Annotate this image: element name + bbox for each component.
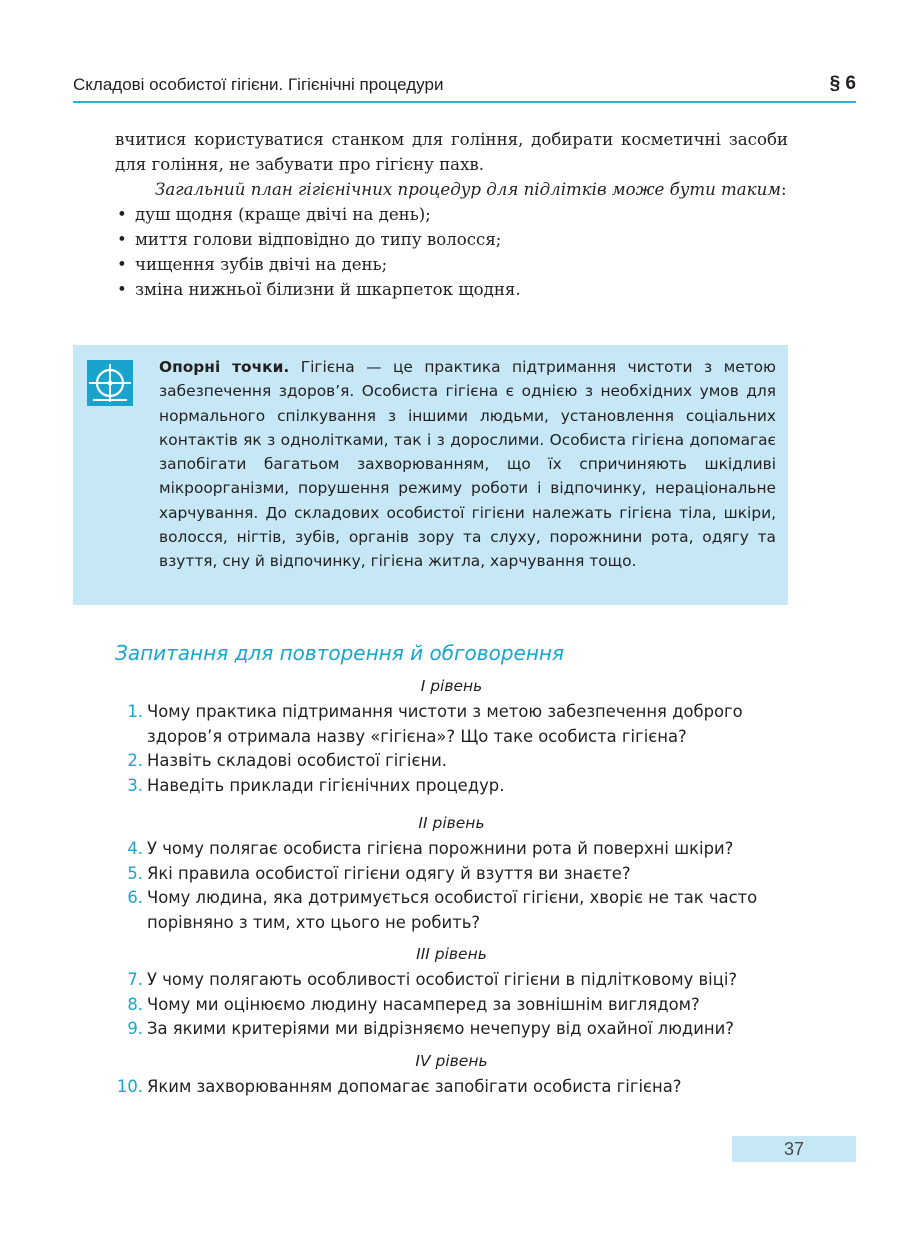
- question-text: Чому ми оцінюємо людину насамперед за зовнішнім виглядом?: [147, 994, 700, 1014]
- key-points-body: Гігієна — це практика підтримання чистоти з метою забезпечення здоров’я. Особиста гігієна є однією з необхідних умов для нормального спілкування з іншими людьми, установлення соціальних контактів як з однолітками, так і з дорослими. Особиста гігієна допомагає запобігати багатьом захворюванням, що їх спричиняють шкідливі мікроорганізми, порушення режиму роботи і відпочинку, нераціональне харчування. До складових особистої гігієни належать гігієна тіла, шкіри, волосся, нігтів, зубів, органів зору та слуху, порожнини рота, одягу та взуття, сну й відпочинку, гігієна житла, харчування тощо.: [159, 358, 776, 571]
- hygiene-plan-list: [115, 202, 788, 302]
- question-text: Які правила особистої гігієни одягу й взуття ви знаєте?: [147, 863, 631, 883]
- question-text: Чому практика підтримання чистоти з метою забезпечення доброго здоров’я отримала назву «гігієна»? Що таке особиста гігієна?: [147, 702, 743, 746]
- page-number: 37: [732, 1136, 856, 1162]
- question-item: [115, 749, 788, 774]
- key-points-label: Опорні точки.: [159, 358, 290, 376]
- level-heading: IV рівень: [415, 1052, 488, 1070]
- question-list-level-4: [115, 1075, 788, 1100]
- question-item: [115, 700, 788, 749]
- question-number: 5.: [127, 863, 143, 883]
- question-number: 9.: [127, 1019, 143, 1038]
- question-number: 4.: [127, 839, 143, 858]
- intro-paragraph: вчитися користуватися станком для гоління, добирати косметичні засоби для гоління, не забувати про гігієну пахв.: [115, 130, 788, 174]
- question-number: 2.: [127, 751, 143, 770]
- plan-lead-in: [115, 177, 788, 202]
- level-heading: I рівень: [420, 677, 483, 695]
- question-item: [115, 1017, 788, 1042]
- question-text: Чому людина, яка дотримується особистої гігієни, хворіє не так часто порівняно з тим, хто цього не робить?: [147, 888, 758, 932]
- key-points-text: [159, 355, 776, 574]
- question-item: [115, 993, 788, 1018]
- question-number: 10.: [116, 1077, 143, 1096]
- question-item: [115, 862, 788, 887]
- list-item: • миття голови відповідно до типу волосся;: [115, 227, 788, 252]
- intro-text: [115, 127, 788, 302]
- question-item: [115, 837, 788, 862]
- question-item: [115, 774, 788, 799]
- list-item: • зміна нижньої білизни й шкарпеток щодня.: [115, 277, 788, 302]
- question-text: У чому полягають особливості особистої гігієни в підлітковому віці?: [147, 970, 738, 989]
- question-item: [115, 886, 788, 935]
- question-text: За якими критеріями ми відрізняємо нечепуру від охайної людини?: [147, 1019, 734, 1038]
- questions-title: Запитання для повторення й обговорення: [115, 641, 565, 665]
- question-text: У чому полягає особиста гігієна порожнини рота й поверхні шкіри?: [147, 839, 734, 858]
- question-number: 7.: [127, 970, 143, 989]
- list-item: • душ щодня (краще двічі на день);: [115, 202, 788, 227]
- question-text: Наведіть приклади гігієнічних процедур.: [147, 775, 505, 795]
- question-number: 8.: [127, 994, 143, 1014]
- question-number: 3.: [127, 775, 143, 795]
- running-header: [73, 73, 856, 103]
- question-list-level-2: [115, 837, 788, 935]
- level-heading: III рівень: [416, 945, 487, 963]
- plan-lead-in-text: Загальний план гігієнічних процедур для підлітків може бути таким: [155, 180, 782, 199]
- question-text: Назвіть складові особистої гігієни.: [147, 751, 448, 770]
- question-number: 6.: [127, 888, 143, 907]
- chapter-title: Складові особистої гігієни. Гігієнічні процедури: [73, 75, 444, 94]
- question-list-level-3: [115, 968, 788, 1042]
- question-text: Яким захворюванням допомагає запобігати особиста гігієна?: [147, 1077, 682, 1096]
- target-icon: [87, 360, 133, 406]
- question-item: [115, 1075, 788, 1100]
- question-item: [115, 968, 788, 993]
- list-item: • чищення зубів двічі на день;: [115, 252, 788, 277]
- plan-lead-in-colon: :: [781, 180, 787, 199]
- section-number: § 6: [829, 73, 856, 94]
- question-number: 1.: [127, 702, 143, 721]
- key-points-box: [73, 345, 788, 605]
- question-list-level-1: [115, 700, 788, 798]
- level-heading: II рівень: [418, 814, 485, 832]
